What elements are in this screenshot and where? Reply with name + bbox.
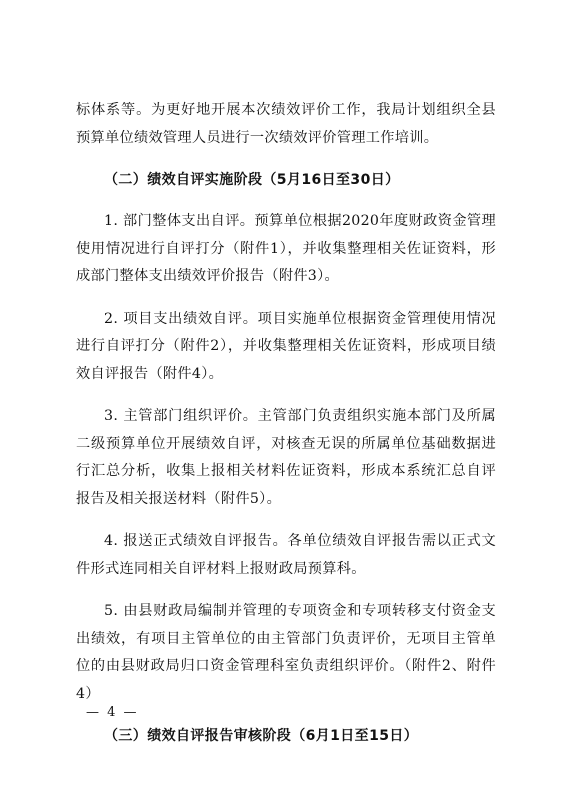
paragraph-item-3: 3. 主管部门组织评价。主管部门负责组织实施本部门及所属二级预算单位开展绩效自评，对核查无误的所属单位基础数据进行汇总分析，收集上报相关材料佐证资料，形成本系统汇总自评报告及相关报送材料（附件5）。 [76,408,496,507]
paragraph-item-5: 5. 由县财政局编制并管理的专项资金和专项转移支付资金支出绩效，有项目主管单位的由主管部门负责评价，无项目主管单位的由县财政局归口资金管理科室负责组织评价。（附件2、附件4） [76,603,496,702]
document-body [76,97,496,764]
page-number: — 4 — [86,705,139,720]
section-heading-2: （二）绩效自评实施阶段（5月16日至30日） [104,172,400,188]
paragraph-item-1: 1. 部门整体支出自评。预算单位根据2020年度财政资金管理使用情况进行自评打分（附件1），并收集整理相关佐证资料，形成部门整体支出绩效评价报告（附件3）。 [76,213,496,284]
section-heading-3: （三）绩效自评报告审核阶段（6月1日至15日） [104,728,419,744]
paragraph-item-4: 4. 报送正式绩效自评报告。各单位绩效自评报告需以正式文件形式连同相关自评材料上报财政局预算科。 [76,533,496,577]
paragraph-item-2: 2. 项目支出绩效自评。项目实施单位根据资金管理使用情况进行自评打分（附件2），并收集整理相关佐证资料，形成项目绩效自评报告（附件4）。 [76,310,496,382]
paragraph-intro: 标体系等。为更好地开展本次绩效评价工作，我局计划组织全县预算单位绩效管理人员进行一次绩效评价管理工作培训。 [76,102,496,146]
